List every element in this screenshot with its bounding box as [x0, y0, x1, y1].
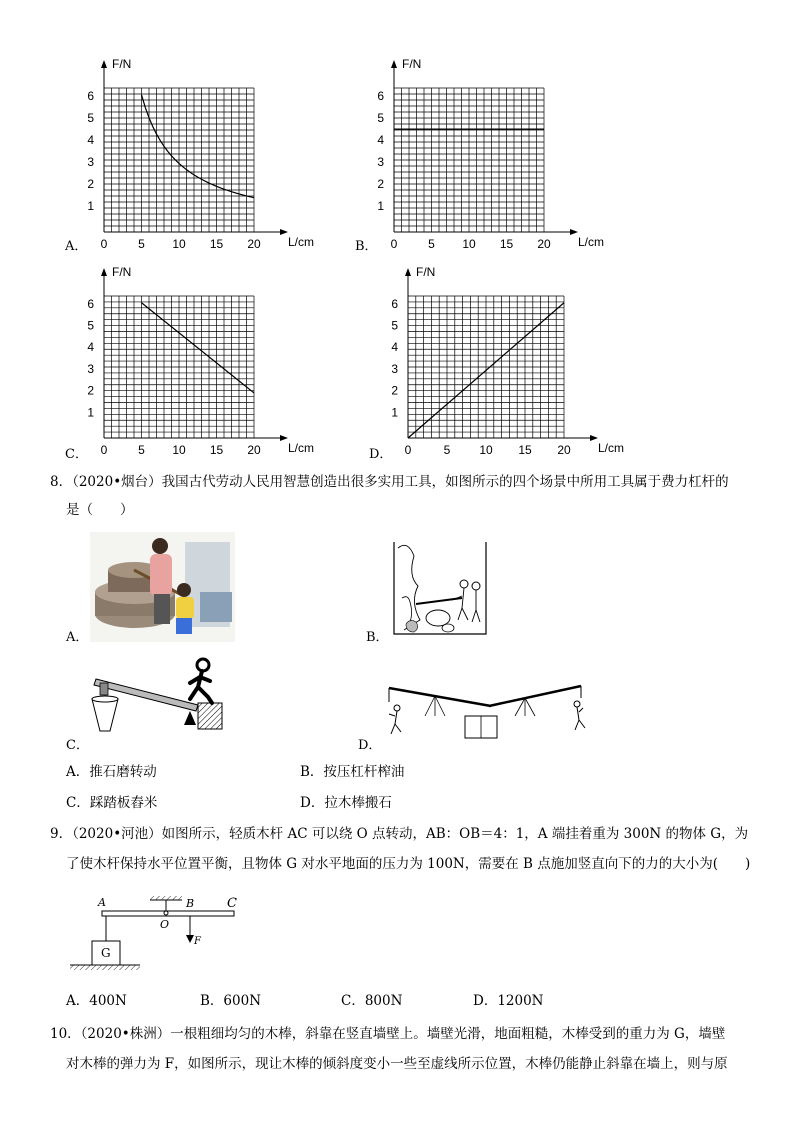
x-tick-label: 0 [404, 443, 412, 457]
x-axis-arrow [280, 435, 288, 441]
y-tick-label: 4 [391, 340, 398, 355]
q10-stem-line1: 10．（2020•株洲）一根粗细均匀的木棒，斜靠在竖直墙壁上。墙壁光滑，地面粗糙，木棒受到的重力为 G，墙壁 [50, 1026, 726, 1042]
l-axis-label: L/cm [578, 235, 605, 249]
y-axis-arrow [391, 60, 397, 68]
x-tick-label: 20 [247, 237, 261, 251]
y-axis-arrow [405, 268, 411, 276]
y-tick-label: 6 [87, 296, 94, 311]
q9-stem-line1: 9．（2020•河池）如图所示，轻质木杆 AC 可以绕 O 点转动，AB：OB＝4：1，A 端挂着重为 300N 的物体 G，为 [50, 826, 749, 842]
x-tick-label: 10 [172, 443, 186, 457]
q8-pic-c-label: C． [66, 738, 89, 753]
x-tick-label: 10 [479, 443, 493, 457]
y-tick-label: 3 [391, 361, 398, 376]
graph-a-label: A． [65, 239, 88, 254]
q8-option-a[interactable]: A．推石磨转动 [66, 764, 157, 780]
oil-press-image [392, 538, 488, 638]
y-tick-label: 2 [391, 383, 398, 398]
x-tick-label: 5 [138, 237, 145, 251]
x-axis-arrow [280, 229, 288, 235]
y-tick-label: 2 [87, 177, 94, 191]
y-axis-arrow [101, 268, 107, 276]
y-tick-label: 6 [87, 89, 94, 103]
x-tick-label: 5 [138, 443, 145, 457]
pole-lift-image [385, 680, 595, 740]
q8-stem-line2: 是（ ） [66, 502, 134, 518]
x-tick-label: 15 [209, 237, 224, 251]
series-line [142, 303, 255, 393]
x-tick-label: 15 [499, 237, 514, 251]
f-axis-label: F/N [416, 265, 436, 279]
pestle-image [86, 655, 231, 735]
f-axis-label: F/N [112, 265, 132, 279]
x-tick-label: 20 [557, 443, 571, 457]
stone-mill-picture [90, 532, 235, 642]
graph-c-label: C． [65, 447, 88, 462]
q8-pic-d-label: D． [358, 738, 382, 753]
y-tick-label: 5 [377, 111, 384, 125]
y-tick-label: 4 [87, 340, 94, 355]
graph-b-label: B． [355, 239, 378, 254]
q8-option-b[interactable]: B．按压杠杆榨油 [300, 764, 405, 780]
l-axis-label: L/cm [288, 235, 315, 249]
graph-d-svg [366, 258, 636, 463]
lever-label-b: B [186, 897, 195, 910]
y-tick-label: 5 [87, 111, 94, 125]
series-line [142, 95, 255, 198]
lever-diagram [66, 893, 256, 973]
pole-lift-picture [385, 680, 595, 740]
graph-a-svg [62, 52, 322, 252]
y-tick-label: 3 [87, 361, 94, 376]
x-axis-arrow [590, 435, 598, 441]
graph-b [352, 52, 622, 252]
lever-label-f: F [194, 936, 201, 947]
x-axis-arrow [570, 229, 578, 235]
stone-mill-image [90, 532, 235, 642]
graph-d [366, 258, 636, 463]
x-tick-label: 10 [172, 237, 186, 251]
y-tick-label: 6 [391, 296, 398, 311]
q9-option-c[interactable]: C．800N [341, 993, 403, 1009]
y-tick-label: 2 [377, 177, 384, 191]
x-tick-label: 0 [100, 443, 108, 457]
q8-pic-a-label: A． [66, 630, 89, 645]
y-tick-label: 3 [87, 155, 94, 169]
y-tick-label: 6 [377, 89, 384, 103]
q8-pic-b-label: B． [366, 630, 389, 645]
q9-option-a[interactable]: A．400N [66, 993, 127, 1009]
x-tick-label: 15 [518, 443, 532, 457]
x-tick-label: 20 [247, 443, 261, 457]
l-axis-label: L/cm [288, 441, 315, 455]
x-tick-label: 0 [100, 237, 108, 251]
q8-option-d[interactable]: D．拉木棒搬石 [300, 795, 392, 811]
graph-d-label: D． [369, 447, 393, 462]
q9-option-d[interactable]: D．1200N [473, 993, 544, 1009]
x-tick-label: 20 [537, 237, 551, 251]
l-axis-label: L/cm [598, 441, 625, 455]
x-tick-label: 10 [462, 237, 476, 251]
lever-label-g: G [101, 946, 111, 960]
lever-label-a: A [98, 896, 106, 909]
y-tick-label: 3 [377, 155, 384, 169]
pestle-picture [86, 655, 231, 735]
q8-option-c[interactable]: C．踩踏板舂米 [66, 795, 158, 811]
x-tick-label: 5 [443, 443, 451, 457]
q9-stem-line2: 了使木杆保持水平位置平衡，且物体 G 对水平地面的压力为 100N，需要在 B 点施加竖直向下的力的大小为( ) [66, 856, 751, 872]
q8-stem-line1: 8．（2020•烟台）我国古代劳动人民用智慧创造出很多实用工具，如图所示的四个场景中所用工具属于费力杠杆的 [50, 474, 729, 490]
lever-label-o: O [160, 918, 170, 931]
graph-b-svg [352, 52, 622, 252]
q10-stem-line2: 对木棒的弹力为 F，如图所示，现让木棒的倾斜度变小一些至虚线所示位置，木棒仍能静止斜靠在墙上，则与原 [66, 1056, 728, 1072]
oil-press-picture [392, 538, 488, 638]
y-tick-label: 4 [377, 133, 384, 147]
q9-option-b[interactable]: B．600N [200, 993, 262, 1009]
lever-label-c: C [227, 896, 237, 911]
y-tick-label: 1 [87, 405, 94, 420]
f-axis-label: F/N [402, 57, 422, 71]
y-tick-label: 4 [87, 133, 94, 147]
y-tick-label: 1 [391, 405, 398, 420]
x-tick-label: 15 [209, 443, 224, 457]
graph-c-svg [62, 258, 332, 463]
graph-c [62, 258, 332, 463]
graph-a [62, 52, 322, 252]
y-tick-label: 5 [391, 318, 398, 333]
y-tick-label: 5 [87, 318, 94, 333]
y-tick-label: 2 [87, 383, 94, 398]
y-tick-label: 1 [87, 199, 94, 213]
f-axis-label: F/N [112, 57, 132, 71]
y-tick-label: 1 [377, 199, 384, 213]
y-axis-arrow [101, 60, 107, 68]
x-tick-label: 5 [428, 237, 435, 251]
x-tick-label: 0 [390, 237, 398, 251]
